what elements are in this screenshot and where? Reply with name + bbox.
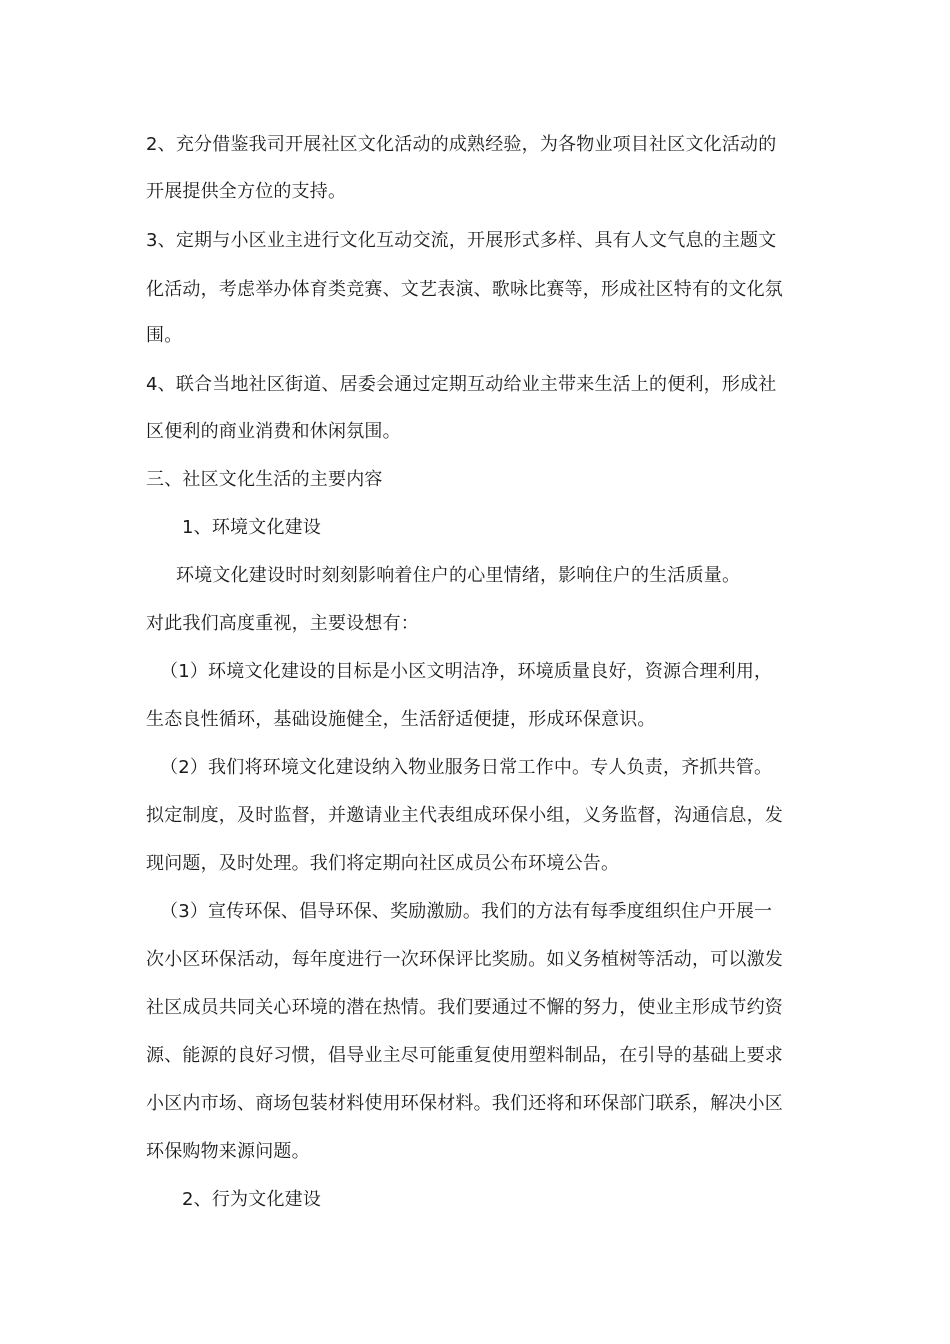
- item-2-line-1: （2）我们将环境文化建设纳入物业服务日常工作中。专人负责，齐抓共管。: [160, 757, 773, 778]
- item-2-line-3: 现问题，及时处理。我们将定期向社区成员公布环境公告。: [146, 853, 620, 874]
- item-3-line-2: 次小区环保活动，每年度进行一次环保评比奖励。如义务植树等活动，可以激发: [146, 949, 783, 970]
- paragraph-3-line-3: 围。: [146, 325, 183, 346]
- paragraph-4-line-1: 4、联合当地社区街道、居委会通过定期互动给业主带来生活上的便利，形成社: [146, 374, 777, 395]
- environment-intro-line-1: 环境文化建设时时刻刻影响着住户的心里情绪，影响住户的生活质量。: [176, 565, 741, 586]
- paragraph-2-line-1: 2、充分借鉴我司开展社区文化活动的成熟经验，为各物业项目社区文化活动的: [146, 134, 777, 155]
- item-1-line-1: （1）环境文化建设的目标是小区文明洁净，环境质量良好，资源合理利用，: [160, 661, 773, 682]
- paragraph-3-line-1: 3、定期与小区业主进行文化互动交流，开展形式多样、具有人文气息的主题文: [146, 230, 777, 251]
- item-2-line-2: 拟定制度，及时监督，并邀请业主代表组成环保小组，义务监督，沟通信息，发: [146, 805, 783, 826]
- paragraph-2-line-2: 开展提供全方位的支持。: [146, 181, 347, 202]
- item-1-line-2: 生态良性循环，基础设施健全，生活舒适便捷，形成环保意识。: [146, 709, 656, 730]
- item-3-line-3: 社区成员共同关心环境的潜在热情。我们要通过不懈的努力，使业主形成节约资: [146, 997, 783, 1018]
- item-3-line-1: （3）宣传环保、倡导环保、奖励激励。我们的方法有每季度组织住户开展一: [160, 901, 773, 922]
- paragraph-4-line-2: 区便利的商业消费和休闲氛围。: [146, 421, 401, 442]
- item-3-line-4: 源、能源的良好习惯，倡导业主尽可能重复使用塑料制品，在引导的基础上要求: [146, 1045, 783, 1066]
- environment-intro-line-2: 对此我们高度重视，主要设想有：: [146, 613, 419, 634]
- item-3-line-5: 小区内市场、商场包装材料使用环保材料。我们还将和环保部门联系，解决小区: [146, 1093, 783, 1114]
- subsection-heading-1: 1、环境文化建设: [182, 517, 322, 538]
- paragraph-3-line-2: 化活动，考虑举办体育类竞赛、文艺表演、歌咏比赛等，形成社区特有的文化氛: [146, 279, 783, 300]
- subsection-heading-2: 2、行为文化建设: [182, 1189, 322, 1210]
- item-3-line-6: 环保购物来源问题。: [146, 1141, 310, 1162]
- section-heading: 三、社区文化生活的主要内容: [146, 469, 383, 490]
